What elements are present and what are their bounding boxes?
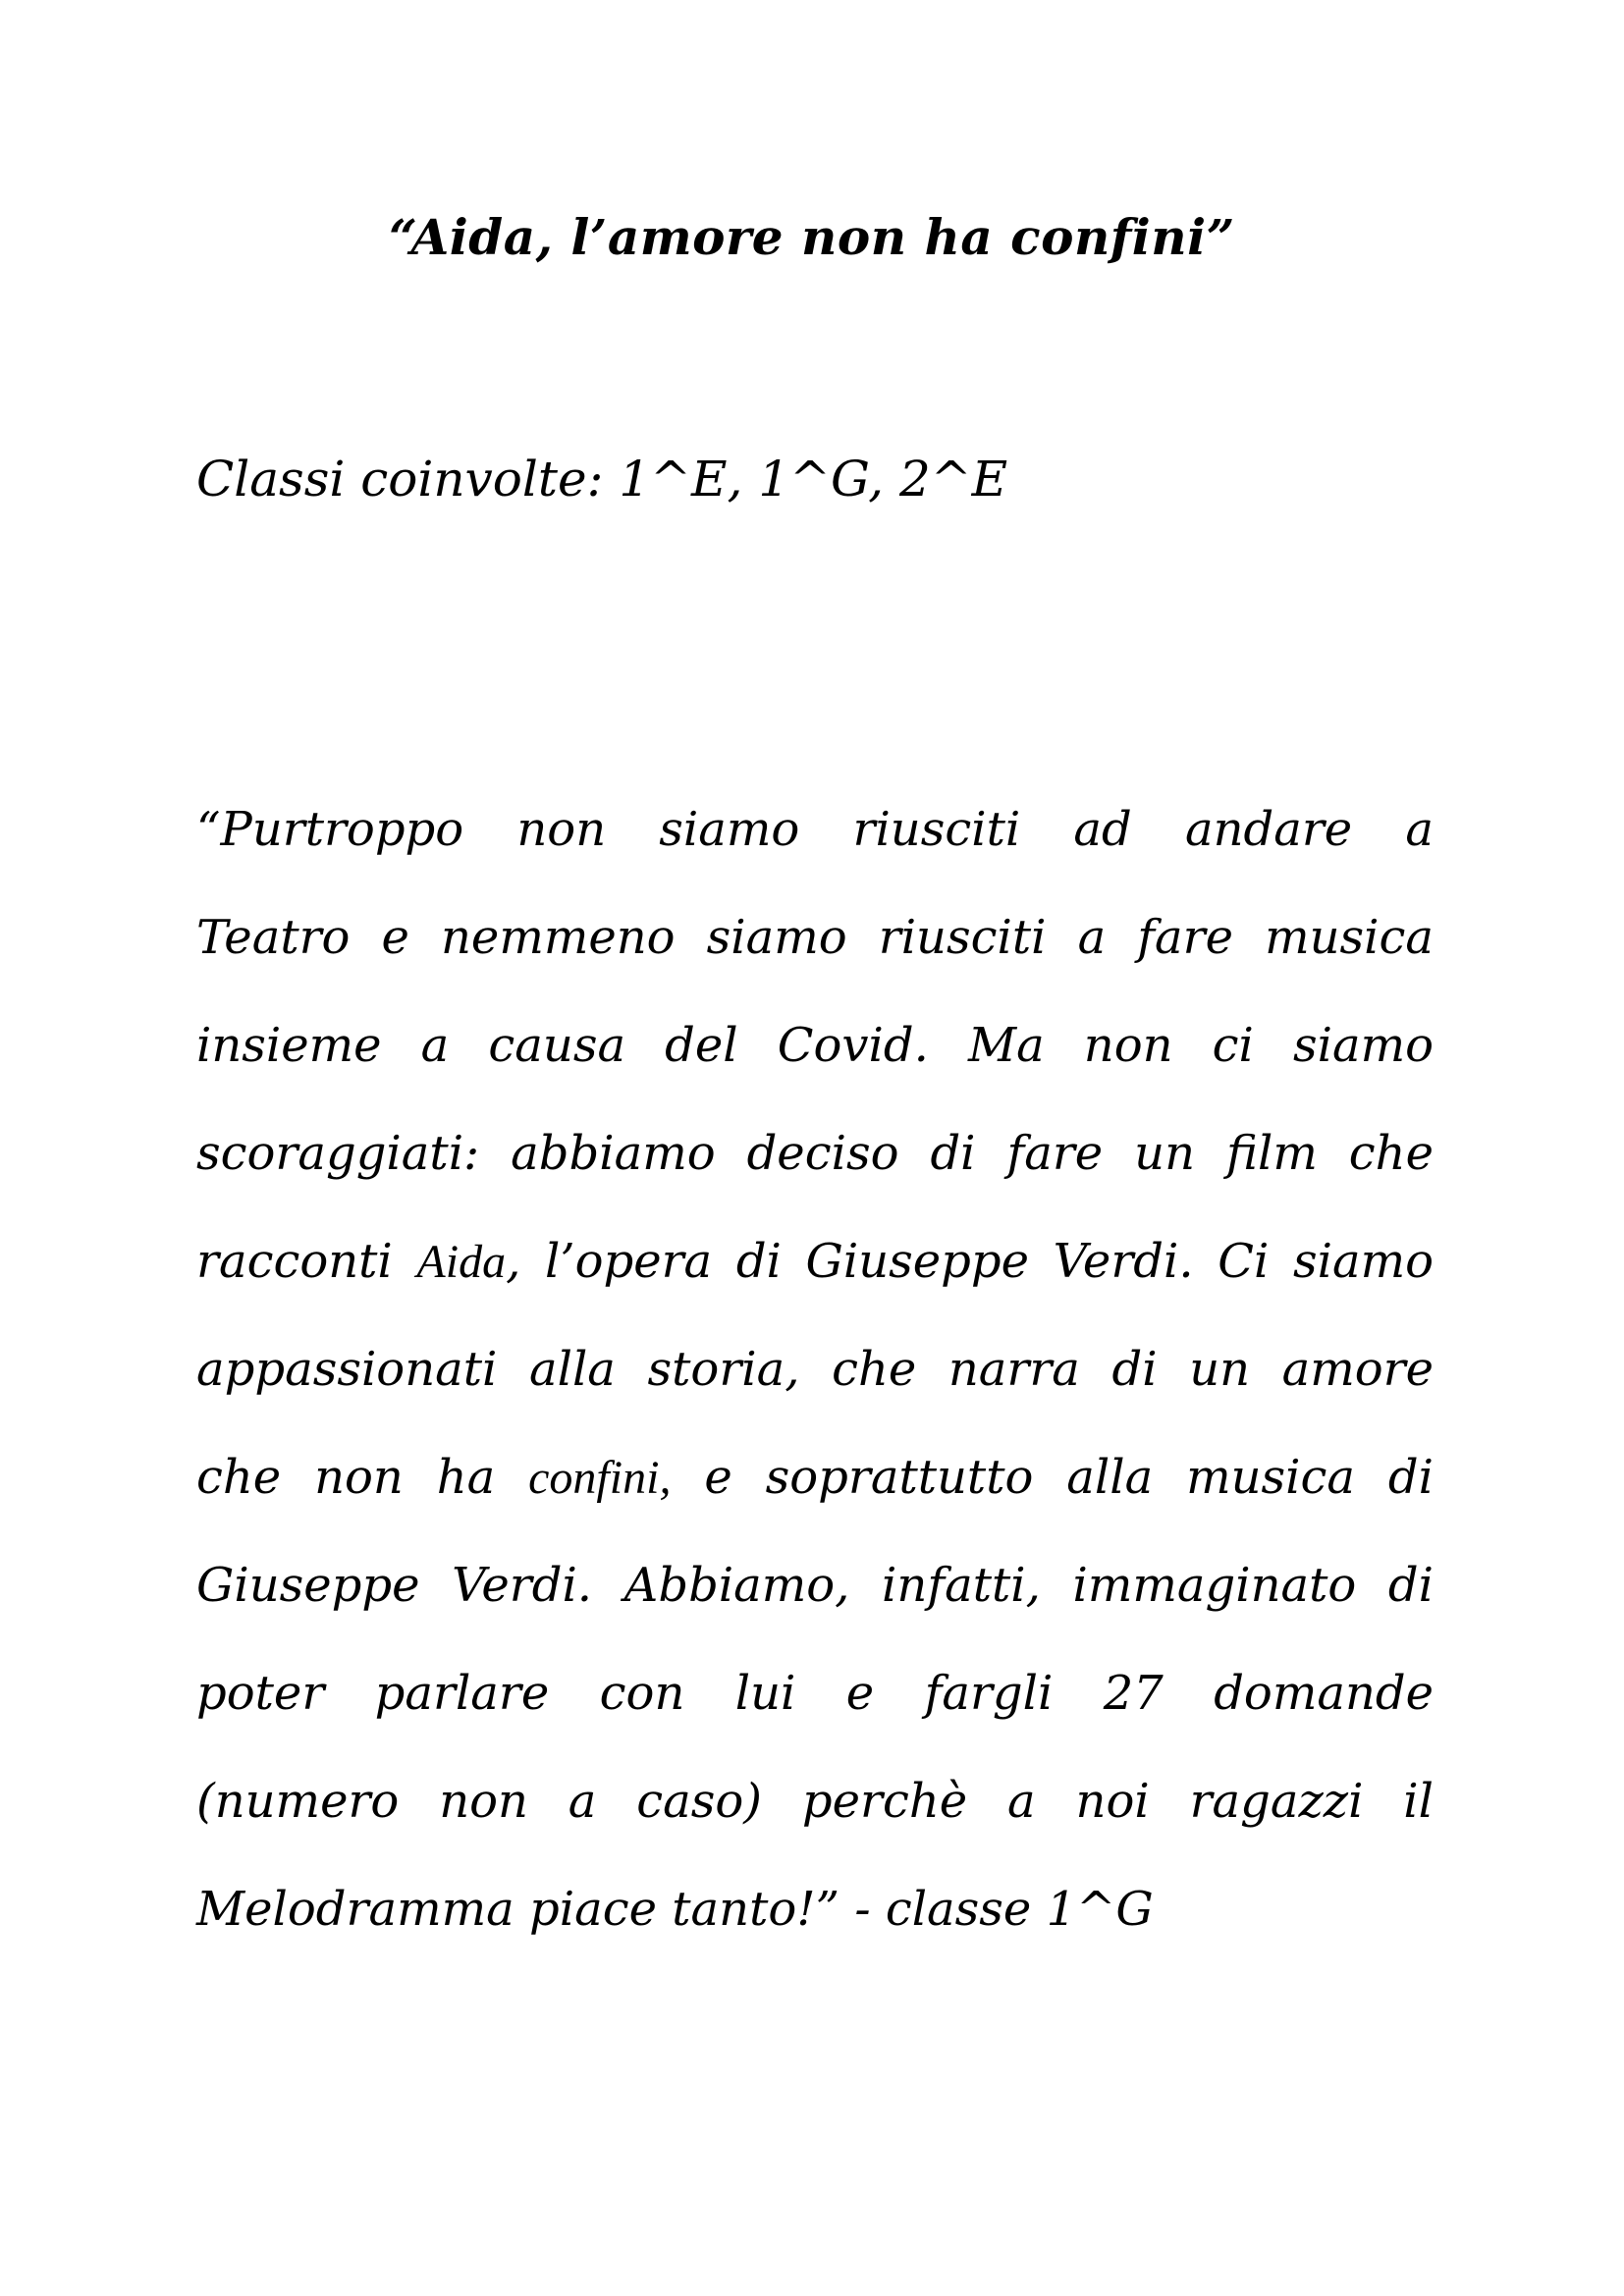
involved-classes: Classi coinvolte: 1^E, 1^G, 2^E: [196, 451, 1008, 507]
body-paragraph: [196, 775, 1434, 1963]
paragraph-line: insieme a causa del Covid. Ma non ci siamo: [196, 1018, 1434, 1073]
paragraph-text: che non ha: [196, 1450, 529, 1505]
emphasized-word: confini,: [528, 1452, 672, 1504]
paragraph-text: e soprattutto alla musica di: [671, 1450, 1434, 1505]
paragraph-line: Teatro e nemmeno siamo riusciti a fare musica: [196, 910, 1434, 965]
paragraph-line: appassionati alla storia, che narra di un amore: [196, 1342, 1434, 1397]
paragraph-line: “Purtroppo non siamo riusciti ad andare a: [196, 802, 1434, 857]
paragraph-line: Giuseppe Verdi. Abbiamo, infatti, immaginato di: [196, 1558, 1434, 1613]
paragraph-line: (numero non a caso) perchè a noi ragazzi il: [196, 1774, 1434, 1829]
document-title: [0, 208, 1624, 267]
title-text: “Aida, l’amore non ha: [389, 208, 1011, 266]
paragraph-line: scoraggiati: abbiamo deciso di fare un film che: [196, 1126, 1434, 1181]
paragraph-line: [196, 1423, 1434, 1531]
paragraph-text: racconti: [196, 1234, 417, 1289]
opera-title: Aida: [416, 1236, 507, 1288]
paragraph-line: [196, 1207, 1434, 1315]
paragraph-line: Melodramma piace tanto!” - classe 1^G: [196, 1882, 1154, 1937]
title-closing-quote: ”: [1206, 208, 1235, 266]
paragraph-text: , l’opera di Giuseppe Verdi. Ci siamo: [506, 1234, 1434, 1289]
paragraph-line: poter parlare con lui e fargli 27 domande: [196, 1666, 1434, 1721]
title-emphasis: confini: [1010, 208, 1207, 266]
